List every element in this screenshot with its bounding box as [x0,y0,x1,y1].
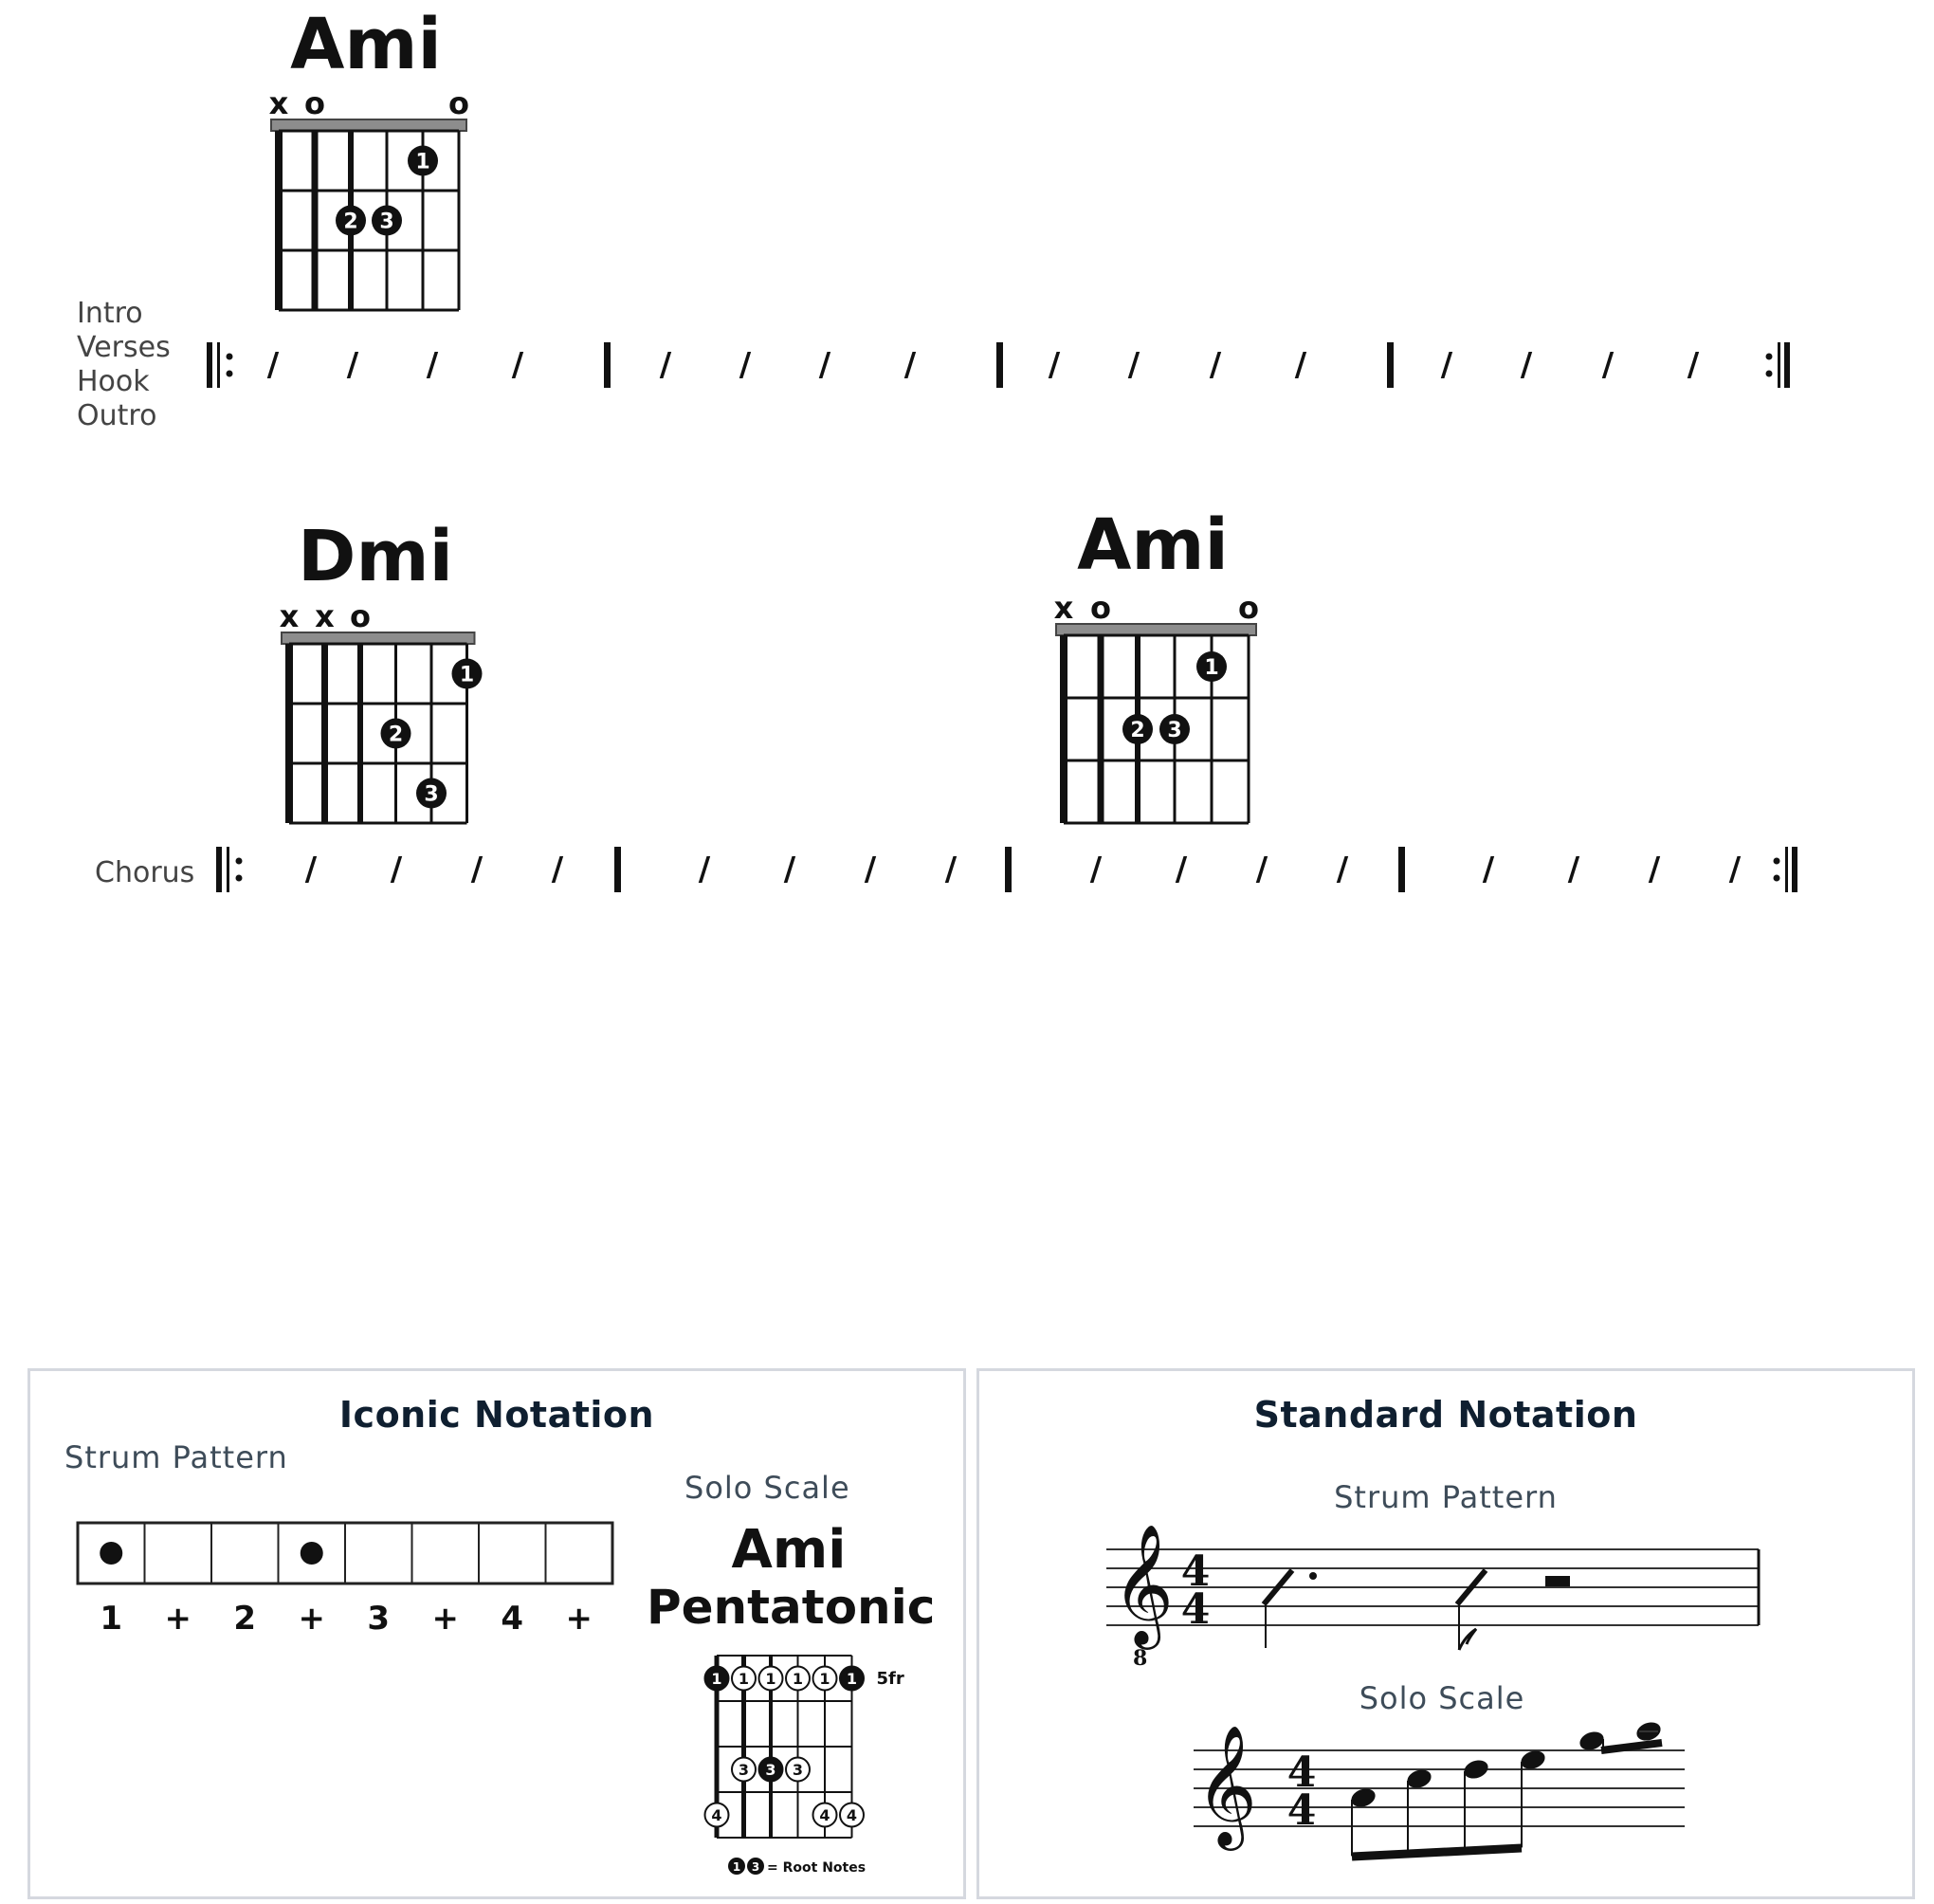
nut-bar [271,119,466,131]
time-signature-bottom: 4 [1180,1585,1211,1634]
barline [996,342,1003,388]
rhythm-slash: / [1294,346,1307,384]
string-mark: o [304,85,325,121]
rhythm-slash: / [470,851,484,888]
rhythm-slash: / [698,851,711,888]
rhythm-slash: / [1175,851,1188,888]
scale-note-number: 1 [738,1670,750,1688]
finger-number: 3 [424,782,439,807]
rhythm-slash: / [739,346,752,384]
finger-number: 3 [1167,719,1182,742]
strum-hit-dot [100,1542,122,1565]
string-mark: x [268,85,289,121]
strum-hit-dot [301,1542,323,1565]
count-label: 4 [501,1600,524,1638]
standard-graphics [979,1371,1918,1902]
strum-cell [546,1523,613,1584]
section-label-intro: Intro [77,297,143,330]
repeat-start-thin [227,847,229,892]
rhythm-slash: / [266,346,280,384]
repeat-start-thin [217,342,220,388]
section-label-verses: Verses [77,331,171,364]
scale-note-number: 3 [738,1761,750,1779]
augmentation-dot [1309,1572,1317,1580]
rhythm-slash: / [1567,851,1580,888]
barline [614,847,621,892]
finger-number: 1 [459,663,475,687]
rhythm-slash: / [1601,346,1615,384]
half-rest [1545,1576,1570,1586]
string-mark: x [315,598,335,634]
legend-dot-number: 1 [732,1860,741,1874]
repeat-dot [1766,354,1773,360]
finger-number: 2 [343,210,358,234]
scale-note-number: 3 [765,1761,776,1779]
scale-note-number: 3 [792,1761,804,1779]
finger-number: 1 [415,150,430,174]
finger-number: 2 [388,723,404,747]
rhythm-slash: / [1127,346,1140,384]
rhythm-slash: / [426,346,439,384]
rhythm-slash: / [1089,851,1103,888]
rhythm-slash: / [346,346,359,384]
scale-note-number: 1 [819,1670,830,1688]
count-label: 2 [233,1600,257,1638]
string-mark: o [448,85,469,121]
repeat-end-thick [1784,342,1790,388]
barline [604,342,611,388]
strum-pattern-label: Strum Pattern [64,1439,288,1475]
note-flag [1459,1629,1476,1650]
rhythm-slash: / [1440,346,1453,384]
treble-clef: 𝄞 [1195,1724,1258,1845]
string-mark: o [350,598,371,634]
section-label-hook: Hook [77,365,150,398]
iconic-notation-panel [27,1368,966,1899]
rhythm-slash: / [1255,851,1268,888]
count-label: 1 [100,1600,123,1638]
rhythm-slash: / [1648,851,1661,888]
scale-note-number: 1 [711,1670,722,1688]
count-label: + [431,1600,459,1638]
section-label-outro: Outro [77,399,157,432]
string-mark: o [1238,590,1259,626]
rhythm-slash: / [944,851,958,888]
finger-number: 1 [1204,656,1219,680]
iconic-graphics [30,1371,969,1902]
repeat-dot [227,354,233,360]
rhythm-line [207,342,1790,388]
strum-cell [211,1523,279,1584]
string-mark: o [1090,590,1111,626]
rhythm-slash: / [304,851,318,888]
chord-name: Dmi [298,516,453,597]
scale-note-number: 4 [846,1806,858,1824]
count-label: + [565,1600,593,1638]
note-beam [1601,1743,1662,1750]
count-label: + [164,1600,192,1638]
standard-notation-panel [976,1368,1915,1899]
string-mark: x [279,598,300,634]
panel-title: Iconic Notation [338,1394,655,1436]
scale-note-number: 1 [846,1670,858,1688]
scale-note-number: 1 [765,1670,776,1688]
scale-note-number: 1 [792,1670,804,1688]
time-signature-top: 4 [1180,1547,1211,1596]
repeat-dot [227,371,233,377]
nut-bar [1056,624,1256,635]
scale-note-number: 4 [711,1806,722,1824]
scale-name-line2: Pentatonic [647,1580,936,1635]
repeat-dot [236,875,243,882]
repeat-end-thick [1792,847,1797,892]
repeat-end-thin [1778,342,1780,388]
repeat-dot [1766,371,1773,377]
time-signature-top: 4 [1286,1748,1317,1797]
nut-bar [282,632,475,644]
fret-position-label: 5fr [876,1669,904,1689]
strum-cell [412,1523,480,1584]
octave-mark: 8 [1133,1646,1148,1671]
chord-diagram-ami [1054,504,1259,823]
count-label: + [298,1600,325,1638]
solo-scale-label: Solo Scale [1359,1680,1525,1716]
repeat-dot [1774,875,1780,882]
chord-diagram-dmi [280,516,483,823]
repeat-start-thick [216,847,222,892]
rhythm-slash: / [511,346,524,384]
strum-pattern-label: Strum Pattern [1334,1479,1558,1515]
chord-name: Ami [1077,504,1229,586]
chord-diagram-ami [269,4,469,310]
rhythm-slash: / [1687,346,1700,384]
rhythm-slash: / [659,346,672,384]
treble-clef: 𝄞 [1112,1523,1175,1644]
legend-text: = Root Notes [767,1860,867,1876]
rhythm-slash: / [1728,851,1742,888]
strum-cell [145,1523,212,1584]
section-labels [77,297,171,432]
finger-number: 2 [1130,719,1145,742]
section-label-chorus: Chorus [95,856,195,889]
rhythm-slash: / [1482,851,1495,888]
solo-scale-label: Solo Scale [684,1470,850,1506]
barline [1005,847,1012,892]
scale-name-line1: Ami [731,1519,847,1581]
rhythm-slash: / [390,851,403,888]
rhythm-slash: / [551,851,564,888]
barline [1398,847,1405,892]
time-signature-bottom: 4 [1286,1786,1317,1835]
repeat-dot [236,858,243,865]
note-beam [1352,1848,1522,1857]
rhythm-slash: / [818,346,831,384]
string-mark: x [1053,590,1074,626]
rhythm-slash: / [1209,346,1222,384]
finger-number: 3 [379,210,394,234]
panel-title: Standard Notation [1253,1394,1638,1436]
rhythm-slash: / [864,851,877,888]
scale-note-number: 4 [819,1806,830,1824]
repeat-dot [1774,858,1780,865]
count-label: 3 [367,1600,391,1638]
rhythm-slash: / [903,346,917,384]
rhythm-slash: / [1520,346,1533,384]
barline [1387,342,1394,388]
chord-name: Ami [290,4,442,85]
note-head [1462,1757,1491,1782]
repeat-end-thin [1785,847,1788,892]
rhythm-slash: / [783,851,796,888]
legend-dot-number: 3 [751,1860,760,1874]
strum-cell [345,1523,412,1584]
rhythm-line [216,847,1797,892]
section-labels [95,856,194,889]
strum-cell [479,1523,546,1584]
rhythm-slash: / [1048,346,1061,384]
rhythm-slash: / [1336,851,1349,888]
repeat-start-thick [207,342,212,388]
